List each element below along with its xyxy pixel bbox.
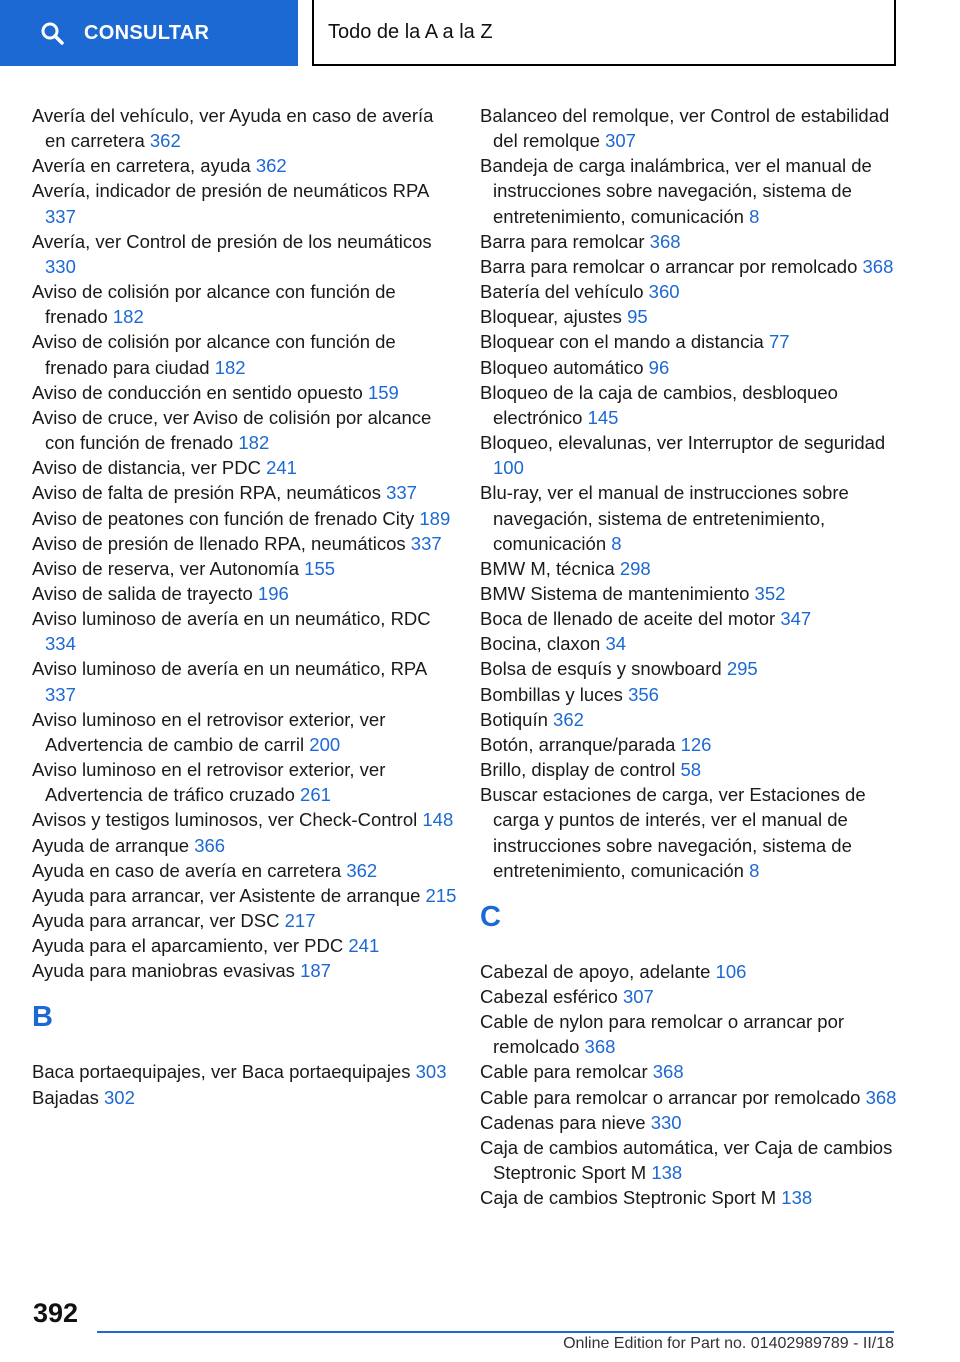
index-entry xyxy=(32,656,457,706)
index-entry xyxy=(32,480,457,505)
entry-text: Botiquín xyxy=(480,708,548,730)
index-entry xyxy=(32,757,457,807)
page-link[interactable]: 298 xyxy=(619,557,651,579)
index-entry xyxy=(32,933,457,958)
entry-text: Aviso de reserva, ver Autonomía xyxy=(32,557,300,579)
page-link[interactable]: 77 xyxy=(769,331,790,353)
index-entry xyxy=(32,103,457,153)
index-entry xyxy=(480,1110,905,1135)
entry-text: Barra para remolcar o arrancar por remolcado xyxy=(480,255,858,277)
index-entry xyxy=(480,631,905,656)
entry-text: Bloqueo automático xyxy=(480,356,644,378)
page-link[interactable]: 307 xyxy=(605,130,636,152)
entry-text: Aviso luminoso en el retrovisor exterior, ver Advertencia de tráfico cruzado xyxy=(32,759,386,806)
entry-text: Caja de cambios automática, ver Caja de cambios Steptronic Sport M xyxy=(480,1136,893,1184)
index-entry xyxy=(480,329,905,354)
entry-text: Brillo, display de control xyxy=(480,759,676,781)
entry-text: Aviso de conducción en sentido opuesto xyxy=(32,381,363,403)
entry-text: Ayuda de arranque xyxy=(32,834,190,856)
page-link[interactable]: 337 xyxy=(386,482,417,504)
index-entry xyxy=(32,506,457,531)
index-entry xyxy=(480,959,905,984)
index-entry xyxy=(32,556,457,581)
index-entry xyxy=(32,279,457,329)
index-entry xyxy=(32,883,457,908)
index-entry xyxy=(480,304,905,329)
page-link[interactable]: 241 xyxy=(348,935,380,957)
index-entry xyxy=(32,455,457,480)
entry-text: BMW M, técnica xyxy=(480,557,615,579)
entry-text: Bloquear, ajustes xyxy=(480,306,622,328)
index-entry xyxy=(32,833,457,858)
entry-text: Aviso de cruce, ver Aviso de colisión por alcance con función de frenado xyxy=(32,406,432,454)
entry-text: Caja de cambios Steptronic Sport M xyxy=(480,1187,777,1209)
page-link[interactable]: 295 xyxy=(726,658,758,680)
edition-text: Online Edition for Part no. 01402989789 - II/18 xyxy=(563,1335,894,1352)
page-link[interactable]: 145 xyxy=(587,406,619,428)
page-link[interactable]: 261 xyxy=(300,784,331,806)
entry-text: Aviso luminoso de avería en un neumático, RDC xyxy=(32,608,431,630)
page-link[interactable]: 368 xyxy=(649,230,681,252)
entry-text: Bandeja de carga inalámbrica, ver el manual de instrucciones sobre navegación, sistema de entretenimiento, comunicación xyxy=(480,155,872,227)
page-link[interactable]: 155 xyxy=(304,557,336,579)
page-link[interactable]: 303 xyxy=(415,1061,447,1083)
entry-text: Cable de nylon para remolcar o arrancar por remolcado xyxy=(480,1011,845,1058)
entry-text: Baca portaequipajes, ver Baca portaequipajes xyxy=(32,1061,411,1083)
index-entry xyxy=(480,984,905,1009)
page-link[interactable]: 8 xyxy=(749,859,760,881)
index-entry xyxy=(32,1059,457,1084)
index-entry xyxy=(480,1135,905,1185)
search-icon xyxy=(40,21,64,45)
page-link[interactable]: 58 xyxy=(680,759,702,781)
page-link[interactable]: 347 xyxy=(780,608,812,630)
page-link[interactable]: 362 xyxy=(149,130,181,152)
entry-text: Buscar estaciones de carga, ver Estaciones de carga y puntos de interés, ver el manual de instrucciones sobre navegación, sistema de entretenimiento, comunicación xyxy=(480,784,866,881)
index-entry xyxy=(32,229,457,279)
entry-text: Bloqueo, elevalunas, ver Interruptor de seguridad xyxy=(480,432,886,454)
index-entry xyxy=(480,380,905,430)
entry-text: Ayuda para arrancar, ver DSC xyxy=(32,910,280,931)
index-entry xyxy=(32,153,457,178)
section-letter: B xyxy=(32,1001,53,1034)
page-link[interactable]: 95 xyxy=(627,306,648,328)
footer-divider xyxy=(97,1331,894,1333)
entry-text: Botón, arranque/parada xyxy=(480,733,676,755)
page-link[interactable]: 215 xyxy=(425,884,457,906)
page-link[interactable]: 360 xyxy=(648,281,680,303)
entry-text: Avería, ver Control de presión de los neumáticos xyxy=(32,230,432,252)
page-link[interactable]: 189 xyxy=(419,507,451,529)
index-entry xyxy=(480,1009,905,1059)
entry-text: Aviso de peatones con función de frenado City xyxy=(32,507,415,529)
index-entry xyxy=(480,682,905,707)
entry-text: Cable para remolcar xyxy=(480,1061,648,1083)
page-link[interactable]: 138 xyxy=(781,1187,813,1209)
entry-text: Barra para remolcar xyxy=(480,230,645,252)
entry-text: Cadenas para nieve xyxy=(480,1111,646,1133)
page-link[interactable]: 8 xyxy=(749,205,760,227)
page-link[interactable]: 182 xyxy=(214,356,246,378)
page-link[interactable]: 106 xyxy=(715,960,747,982)
entry-text: Bolsa de esquís y snowboard xyxy=(480,658,722,680)
index-entry xyxy=(480,606,905,631)
page-link[interactable]: 182 xyxy=(238,432,270,454)
index-entry xyxy=(32,908,457,933)
entry-text: Bloqueo de la caja de cambios, desbloqueo electrónico xyxy=(480,381,838,428)
index-entry xyxy=(480,757,905,782)
tab-a-to-z[interactable] xyxy=(312,0,896,66)
page-link[interactable]: 337 xyxy=(45,205,76,227)
page-link[interactable]: 337 xyxy=(410,532,442,554)
entry-text: Bombillas y luces xyxy=(480,683,623,705)
header xyxy=(0,0,960,66)
entry-text: Boca de llenado de aceite del motor xyxy=(480,608,776,630)
index-column-left xyxy=(32,103,457,1110)
index-entry xyxy=(480,355,905,380)
entry-text: Avería, indicador de presión de neumáticos RPA xyxy=(32,180,429,202)
index-entry xyxy=(32,531,457,556)
index-entry xyxy=(480,707,905,732)
index-entry xyxy=(32,858,457,883)
index-entry xyxy=(480,581,905,606)
page-link[interactable]: 138 xyxy=(651,1162,683,1184)
page-link[interactable]: 241 xyxy=(266,457,297,479)
index-entry xyxy=(32,606,457,656)
entry-text: Avería en carretera, ayuda xyxy=(32,155,251,177)
page-link[interactable]: 217 xyxy=(284,910,316,931)
entry-text: Batería del vehículo xyxy=(480,281,644,303)
entry-text: Aviso de salida de trayecto xyxy=(32,582,253,604)
entry-text: Bocina, claxon xyxy=(480,633,601,655)
index-entry xyxy=(480,153,905,228)
entry-text: Bloquear con el mando a distancia xyxy=(480,331,764,353)
index-entry xyxy=(32,958,457,983)
index-entry xyxy=(32,807,457,832)
index-entry xyxy=(480,430,905,480)
entry-text: Cable para remolcar o arrancar por remolcado xyxy=(480,1086,861,1108)
page-link[interactable]: 330 xyxy=(45,255,76,277)
index-entry xyxy=(480,1085,905,1110)
index-entry xyxy=(32,380,457,405)
entry-text: Cabezal de apoyo, adelante xyxy=(480,960,711,982)
index-entry xyxy=(480,732,905,757)
page-link[interactable]: 302 xyxy=(104,1086,135,1108)
page-link[interactable]: 8 xyxy=(611,532,622,554)
entry-text: Aviso de falta de presión RPA, neumáticos xyxy=(32,482,381,504)
entry-text: Aviso de colisión por alcance con función de frenado para ciudad xyxy=(32,331,396,378)
page-link[interactable]: 337 xyxy=(45,683,76,705)
page-number: 392 xyxy=(33,1298,79,1328)
index-entry xyxy=(480,279,905,304)
index-entry xyxy=(32,329,457,379)
tab-label: Todo de la A a la Z xyxy=(328,20,493,43)
page-link[interactable]: 187 xyxy=(300,960,331,982)
entry-text: Ayuda en caso de avería en carretera xyxy=(32,859,342,881)
entry-text: Bajadas xyxy=(32,1086,99,1108)
page-link[interactable]: 126 xyxy=(680,733,712,755)
entry-text: Avisos y testigos luminosos, ver Check-Control xyxy=(32,809,418,831)
section-letter: C xyxy=(480,900,501,933)
index-entry xyxy=(32,581,457,606)
entry-text: Aviso de presión de llenado RPA, neumáticos xyxy=(32,532,406,554)
entry-text: Aviso luminoso en el retrovisor exterior, ver Advertencia de cambio de carril xyxy=(32,708,386,755)
page-link[interactable]: 362 xyxy=(255,155,287,177)
entry-text: Aviso de colisión por alcance con función de frenado xyxy=(32,281,396,328)
entry-text: Ayuda para arrancar, ver Asistente de arranque xyxy=(32,884,421,906)
entry-text: Ayuda para el aparcamiento, ver PDC xyxy=(32,935,344,957)
page-link[interactable]: 362 xyxy=(346,859,378,881)
page-link[interactable]: 368 xyxy=(862,255,894,277)
page-link[interactable]: 368 xyxy=(865,1086,897,1108)
index-column-right xyxy=(480,103,905,1210)
page-link[interactable]: 100 xyxy=(493,457,524,479)
entry-text: Cabezal esférico xyxy=(480,986,618,1007)
page-link[interactable]: 96 xyxy=(648,356,670,378)
index-entry xyxy=(480,480,905,555)
page-link[interactable]: 148 xyxy=(422,809,454,831)
index-entry xyxy=(480,556,905,581)
index-entry xyxy=(480,103,905,153)
consult-button[interactable] xyxy=(0,0,298,66)
page-link[interactable]: 366 xyxy=(194,834,226,856)
index-entry xyxy=(32,178,457,228)
index-entry xyxy=(32,405,457,455)
page-link[interactable]: 368 xyxy=(584,1036,616,1058)
page-link[interactable]: 200 xyxy=(309,733,341,755)
page-link[interactable]: 307 xyxy=(622,986,654,1007)
entry-text: Blu-ray, ver el manual de instrucciones sobre navegación, sistema de entretenimiento, comunicación xyxy=(480,482,849,554)
page-link[interactable]: 362 xyxy=(553,708,584,730)
consult-label: CONSULTAR xyxy=(84,21,210,44)
page-link[interactable]: 334 xyxy=(45,633,76,655)
page-link[interactable]: 182 xyxy=(112,306,144,328)
page-link[interactable]: 352 xyxy=(754,582,786,604)
page-link[interactable]: 34 xyxy=(605,633,627,655)
page-link[interactable]: 368 xyxy=(652,1061,684,1083)
index-entry xyxy=(480,656,905,681)
entry-text: Balanceo del remolque, ver Control de estabilidad del remolque xyxy=(480,105,890,152)
page-link[interactable]: 196 xyxy=(257,582,289,604)
entry-text: Aviso luminoso de avería en un neumático, RPA xyxy=(32,658,427,680)
entry-text: BMW Sistema de mantenimiento xyxy=(480,582,750,604)
page-link[interactable]: 330 xyxy=(650,1111,682,1133)
index-entry xyxy=(32,1085,457,1110)
entry-text: Aviso de distancia, ver PDC xyxy=(32,457,261,479)
index-entry xyxy=(480,1185,905,1210)
index-entry xyxy=(480,782,905,883)
index-entry xyxy=(32,707,457,757)
page-link[interactable]: 356 xyxy=(628,683,659,705)
page-link[interactable]: 159 xyxy=(367,381,399,403)
entry-text: Avería del vehículo, ver Ayuda en caso de avería en carretera xyxy=(32,105,434,152)
entry-text: Ayuda para maniobras evasivas xyxy=(32,960,295,982)
index-entry xyxy=(480,254,905,279)
index-entry xyxy=(480,1059,905,1084)
index-entry xyxy=(480,229,905,254)
